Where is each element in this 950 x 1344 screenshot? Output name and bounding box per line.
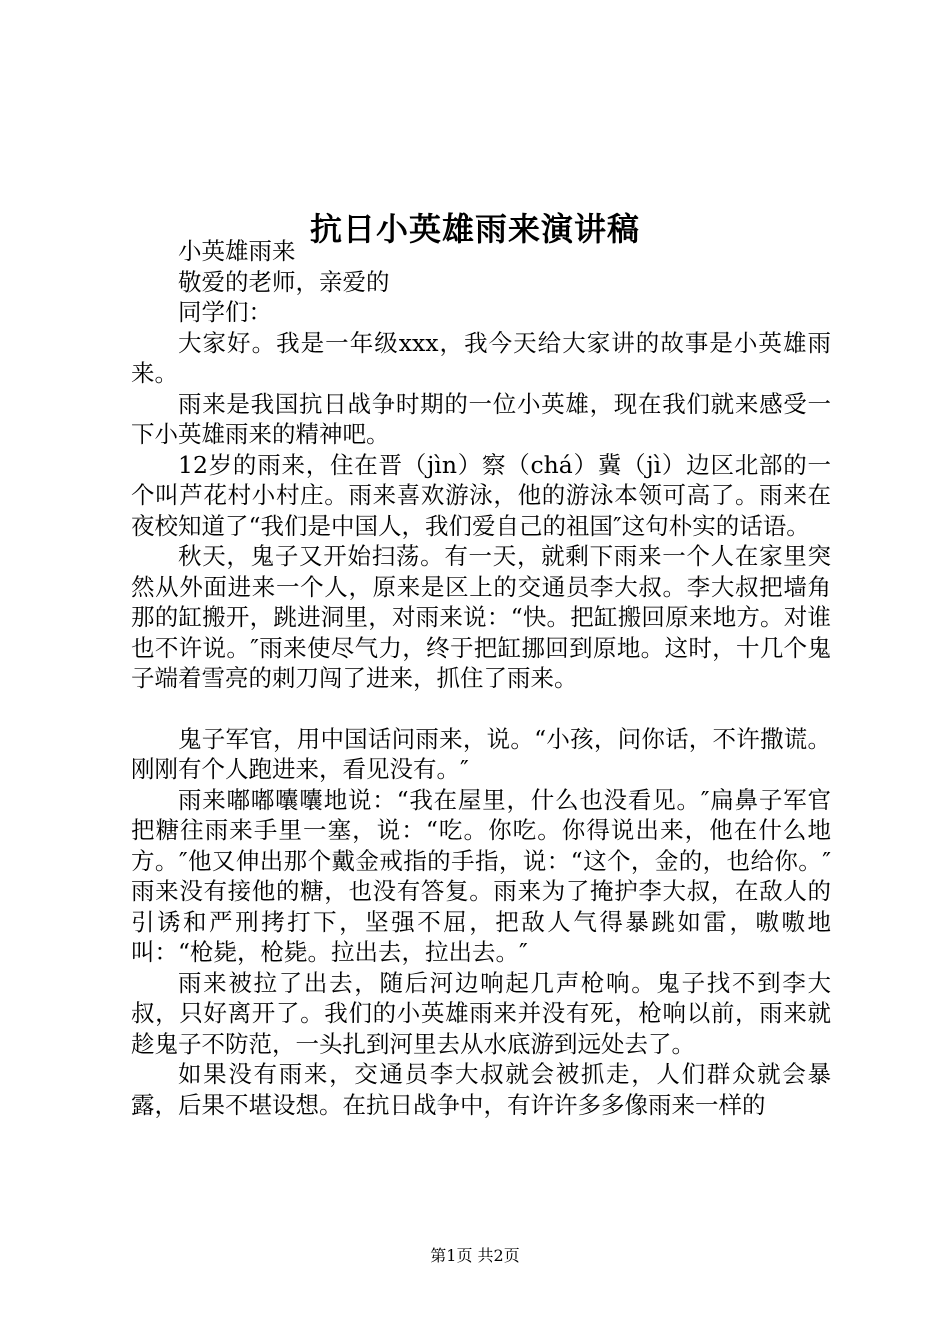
paragraph-resistance: 雨来嘟嘟囔囔地说：“我在屋里，什么也没看见。″扁鼻子军官把糖往雨来手里一塞，说：“吃。你吃。你得说出来，他在什么地方。″他又伸出那个戴金戒指的手指，说：“这个，金的，也给你。″雨来没有接他的糖，也没有答复。雨来为了掩护李大叔，在敌人的引诱和严刑拷打下，坚强不屈，把敌人气得暴跳如雷，嗷嗷地叫：“枪毙，枪毙。拉出去，拉出去。″ [131, 785, 831, 966]
paragraph-greeting: 大家好。我是一年级xxx，我今天给大家讲的故事是小英雄雨来。 [131, 328, 831, 387]
paragraph-conclusion: 如果没有雨来，交通员李大叔就会被抓走，人们群众就会暴露，后果不堪设想。在抗日战争中，有许许多多像雨来一样的 [131, 1060, 831, 1119]
document-body [131, 236, 831, 1120]
paragraph-salutation: 敬爱的老师，亲爱的 [178, 267, 390, 296]
paragraph-escape: 雨来被拉了出去，随后河边响起几声枪响。鬼子找不到李大叔，只好离开了。我们的小英雄雨来并没有死，枪响以前，雨来就趁鬼子不防范，一头扎到河里去从水底游到远处去了。 [131, 968, 831, 1058]
paragraph-interrogation: 鬼子军官，用中国话问雨来，说。“小孩，问你话，不许撒谎。刚刚有个人跑进来，看见没有。″ [131, 724, 831, 783]
paragraph-subtitle: 小英雄雨来 [178, 237, 296, 265]
paragraph-introduction: 雨来是我国抗日战争时期的一位小英雄，现在我们就来感受一下小英雄雨来的精神吧。 [131, 389, 831, 448]
paragraph-capture: 秋天，鬼子又开始扫荡。有一天，就剩下雨来一个人在家里突然从外面进来一个人，原来是区上的交通员李大叔。李大叔把墙角那的缸搬开，跳进洞里，对雨来说：“快。把缸搬回原来地方。对谁也不许说。″雨来使尽气力，终于把缸挪回到原地。这时，十几个鬼子端着雪亮的刺刀闯了进来，抓住了雨来。 [131, 542, 831, 692]
paragraph-background: 12岁的雨来，住在晋（jìn）察（chá）冀（jì）边区北部的一个叫芦花村小村庄。雨来喜欢游泳，他的游泳本领可高了。雨来在夜校知道了“我们是中国人，我们爱自己的祖国″这句朴实的话语。 [131, 450, 831, 540]
paragraph-salutation-continued: 同学们： [178, 298, 272, 326]
page-number-footer: 第1页 共2页 [430, 1246, 520, 1265]
document-title: 抗日小英雄雨来演讲稿 [309, 210, 640, 249]
